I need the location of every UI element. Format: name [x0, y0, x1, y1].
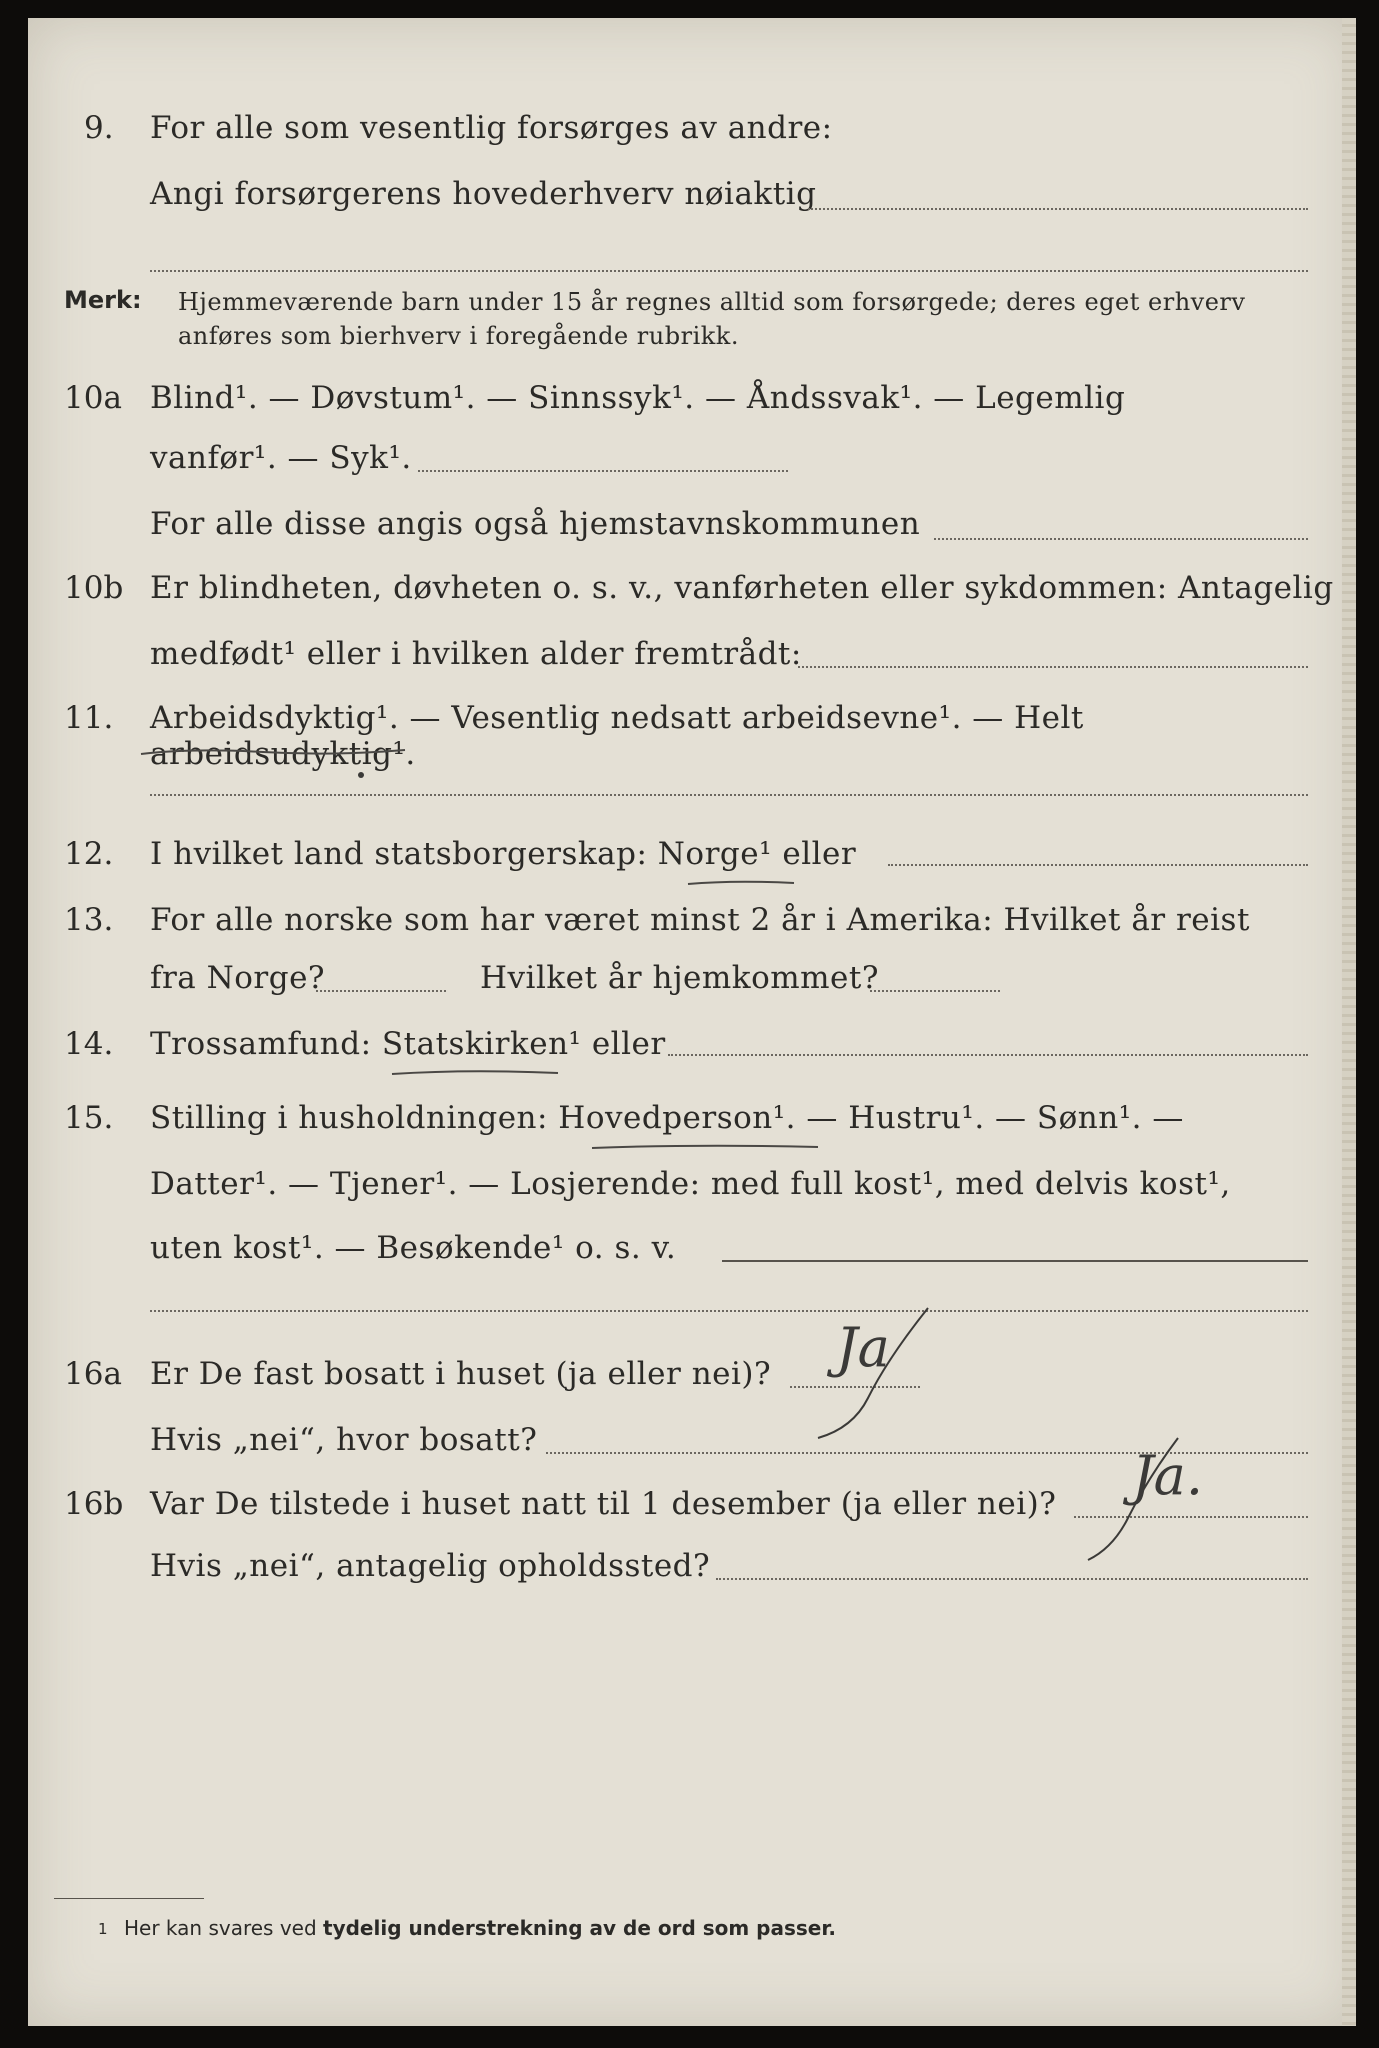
question-15-number: 15.: [64, 1100, 114, 1136]
question-10a-line2: vanfør¹. — Syk¹.: [150, 440, 412, 476]
question-16b-text: Var De tilstede i huset natt til 1 desember (ja eller nei)?: [150, 1486, 1057, 1522]
handwritten-answer-16a: Ja: [836, 1316, 890, 1379]
answer-field-10b[interactable]: [798, 666, 1308, 668]
merk-note-line2: anføres som bierhverv i foregående rubrikk.: [178, 322, 739, 350]
question-16b-line2: Hvis „nei“, antagelig opholdssted?: [150, 1548, 711, 1584]
question-16a-number: 16a: [64, 1356, 122, 1392]
merk-note-line1: Hjemmeværende barn under 15 år regnes alltid som forsørgede; deres eget erhverv: [178, 288, 1246, 316]
question-10a-text: Blind¹. — Døvstum¹. — Sinnssyk¹. — Åndssvak¹. — Legemlig: [150, 380, 1126, 416]
question-11-number: 11.: [64, 700, 114, 736]
answer-field-10a[interactable]: [418, 470, 788, 472]
question-14-text: Trossamfund: Statskirken¹ eller: [150, 1026, 666, 1062]
answer-field-9-extra[interactable]: [150, 270, 1308, 272]
question-13-text: For alle norske som har været minst 2 år i Amerika: Hvilket år reist: [150, 902, 1250, 938]
handwritten-underline-arbeidsdyktig: [133, 740, 433, 780]
footnote-rule: [54, 1898, 204, 1899]
answer-field-15[interactable]: [722, 1260, 1308, 1262]
merk-label: Merk:: [64, 286, 142, 314]
footnote-text-bold: tydelig understrekning av de ord som passer.: [323, 1916, 836, 1940]
handwritten-underline-hovedperson: [588, 1140, 828, 1156]
question-16b-number: 16b: [64, 1486, 124, 1522]
handwritten-underline-norge: [684, 876, 804, 892]
answer-field-15-extra[interactable]: [150, 1310, 1308, 1312]
answer-field-16b-place[interactable]: [716, 1578, 1308, 1580]
question-10b-number: 10b: [64, 570, 124, 606]
question-13-line2a: fra Norge?: [150, 960, 326, 996]
question-15-line2: Datter¹. — Tjener¹. — Losjerende: med full kost¹, med delvis kost¹,: [150, 1166, 1231, 1202]
footnote-text: [124, 1916, 836, 1940]
answer-field-10a-home[interactable]: [934, 538, 1308, 540]
handwritten-underline-statskirken: [388, 1066, 568, 1082]
question-10a-number: 10a: [64, 380, 122, 416]
answer-field-9[interactable]: [808, 208, 1308, 210]
question-13-line2b: Hvilket år hjemkommet?: [480, 960, 879, 996]
question-9-subtext: Angi forsørgerens hovederhverv nøiaktig: [150, 176, 817, 212]
answer-field-13-year-left[interactable]: [316, 990, 446, 992]
question-12-text: I hvilket land statsborgerskap: Norge¹ eller: [150, 836, 857, 872]
answer-field-11[interactable]: [150, 794, 1308, 796]
question-16a-line2: Hvis „nei“, hvor bosatt?: [150, 1422, 538, 1458]
question-13-number: 13.: [64, 902, 114, 938]
answer-field-12[interactable]: [888, 864, 1308, 866]
question-14-number: 14.: [64, 1026, 114, 1062]
footnote-text-plain: Her kan svares ved: [124, 1916, 317, 1940]
question-9-number: 9.: [84, 110, 114, 146]
answer-field-14[interactable]: [668, 1054, 1308, 1056]
question-16a-text: Er De fast bosatt i huset (ja eller nei)?: [150, 1356, 772, 1392]
handwritten-answer-16b: Ja.: [1132, 1444, 1204, 1507]
question-9-text: For alle som vesentlig forsørges av andre:: [150, 110, 833, 146]
question-15-line3: uten kost¹. — Besøkende¹ o. s. v.: [150, 1230, 677, 1266]
question-15-text: Stilling i husholdningen: Hovedperson¹. — Hustru¹. — Sønn¹. —: [150, 1100, 1184, 1136]
question-10a-line3: For alle disse angis også hjemstavnskommunen: [150, 506, 921, 542]
question-10b-line2: medfødt¹ eller i hvilken alder fremtrådt:: [150, 636, 802, 672]
question-11-text: Arbeidsdyktig¹. — Vesentlig nedsatt arbeidsevne¹. — Helt arbeidsudyktig¹.: [150, 700, 1084, 772]
census-form-page: [28, 18, 1356, 2026]
footnote-mark: 1: [98, 1920, 108, 1938]
question-10b-text: Er blindheten, døvheten o. s. v., vanførheten eller sykdommen: Antagelig: [150, 570, 1334, 606]
answer-field-13-year-returned[interactable]: [870, 990, 1000, 992]
question-12-number: 12.: [64, 836, 114, 872]
handwritten-stroke-16b: [1058, 1428, 1198, 1568]
handwritten-stroke-16a: [798, 1298, 958, 1448]
